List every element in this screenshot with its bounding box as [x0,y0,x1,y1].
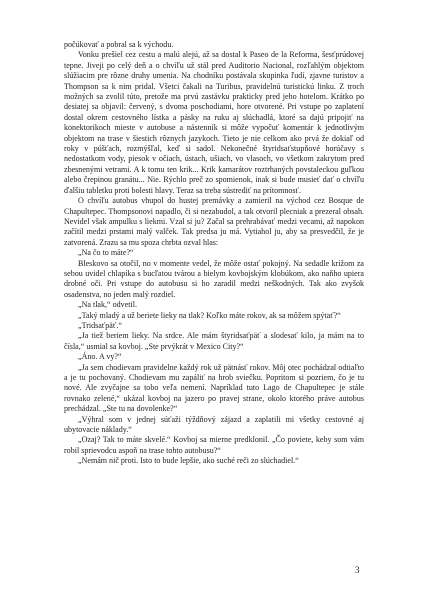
dialogue-line: „Na tlak,“ odvetil. [78,300,137,310]
dialogue-line: „Výhral som v jednej súťaži týždňový zájazd a zaplatili mi všetky cestovné aj ubytovacie náklady.“ [64,414,364,435]
dialogue-line: „Ja sem chodievam pravidelne každý rok už pätnásť rokov. Môj otec pochádzal odtiaľto a je tu pochovaný. Chodievam mu zapáliť na hrob sviečku. Popritom si pozriem, čo je tu nové. Ale zvyčajne sa tobo veľa nemení. Napríklad tuto Lago de Chapultepec je stále rovnako zelené,“ ukázal kovboj na jazero po pravej strane, okolo ktorého práve autobus prechádzal. „Ste tu na dovolenke?“ [64,362,364,414]
dialogue-line: „Tridsaťpäť.“ [78,320,122,330]
dialogue-line: „Ozaj? Tak to máte skvelé.“ Kovboj sa mierne predklonil. „Čo poviete, keby som vám robil sprievodcu aspoň na trase tohto autobusu?“ [64,435,364,455]
paragraph: Vonku prešiel cez cestu a malú alejú, až sa dostal k Paseo de la Reforma, šesťprúdovej tepne. Jiveji po celý deň a o chvíľu už stál pred Auditorio Nacional, rozľahlým objektom slúžiacim pre rôzne druhy umenia. Na chodníku postávala skupinka ľudí, zjavne turistov a Thompson sa k nim pridal. Všetci čakali na Turibus, pravidelnú turistickú linku. Z troch možných sa zvolil túto, pretože ma prvú zastávku prakticky pred jeho hotelom. Krátko po desiatej sa objavil: červený, s dvoma poschodiami, hore otvorené. Pri vstupe po zaplatení dostal okrem cestovného lístka a pásky na ruku aj slúchadlá, ktoré sa dajú pripojiť na konektorikoch mieste v autobuse a nástenník si môže vypočuť komentár k jednotlivým objektom na trase v šiestich rôznych jazykoch. Tieto je nie celkom ako prvá že dokiaľ od roky v púšťach, rozmýšľal, keď si sadol. Nekonečné štyridsaťstupňové horúčavy s nedostatkom vody, piesok v očiach, ústach, ušiach, vo vlasoch, vo všetkom zakrytom pred zbesnenými vetrami. A k tomu ten krik... Krik kamarátov roztrhaných povstaleckou guľkou alebo črepinou granátu... Nie. Rýchlo preč zo spomienok, inak si bude musieť dať o chvíľu ďalšiu tabletku proti bolesti hlavy. Teraz sa treba sústrediť na prítomnosť. [64,50,364,195]
dialogue-line: „Nemám nič proti. Isto to bude lepšie, ako suché reči zo slúchadiel.“ [78,456,299,466]
dialogue-line: „Na čo to máte?“ [78,248,134,258]
page-number: 3 [355,565,360,575]
paragraph: počúkovať a pobral sa k východu. [64,40,174,49]
dialogue-line: „Ja tiež beriem lieky. Na srdce. Ale mám štyridsaťpäť a slodesať kilo, ja mám na to čísla,“ usmial sa kovboj. „Ste prvýkrát v Mexico City?“ [64,331,364,351]
paragraph: Bleskovo sa otočil, no v momente vedel, že môže ostať pokojný. Na sedadle krížom za sebou uvidel chlapíka s bucľatou tvárou a bielym kovbojským klobúkom, ako naňho upiera drobné oči. Pri vstupe do autobusu si ho zaradil medzi neškodných. Tak ako zvyšok osadenstva, no jeden malý rozdiel. [64,258,364,299]
body-text [64,40,364,467]
dialogue-line: „Taký mladý a už beriete lieky na tlak? Koľko máte rokov, ak sa môžem spýtať?“ [78,310,341,320]
dialogue-line: „Áno. A vy?“ [78,352,122,362]
paragraph: O chvíľu autobus vhupol do hustej premávky a zamieril na východ cez Bosque de Chapultepec. Thompsonovi napadlo, či si nezabudol, a tak otvoril plecniak a prezeral obsah. Nevidel však ampulku s liekmi. Vzal si ju? Začal sa prehrabávať medzi vecami, až napokon začítil medzi prstami malý valček. Tak predsa ju má. Vytiahol ju, aby sa presvedčil, že je zatvorená. Zrazu sa mu spoza chrbta ozval hlas: [64,196,364,247]
